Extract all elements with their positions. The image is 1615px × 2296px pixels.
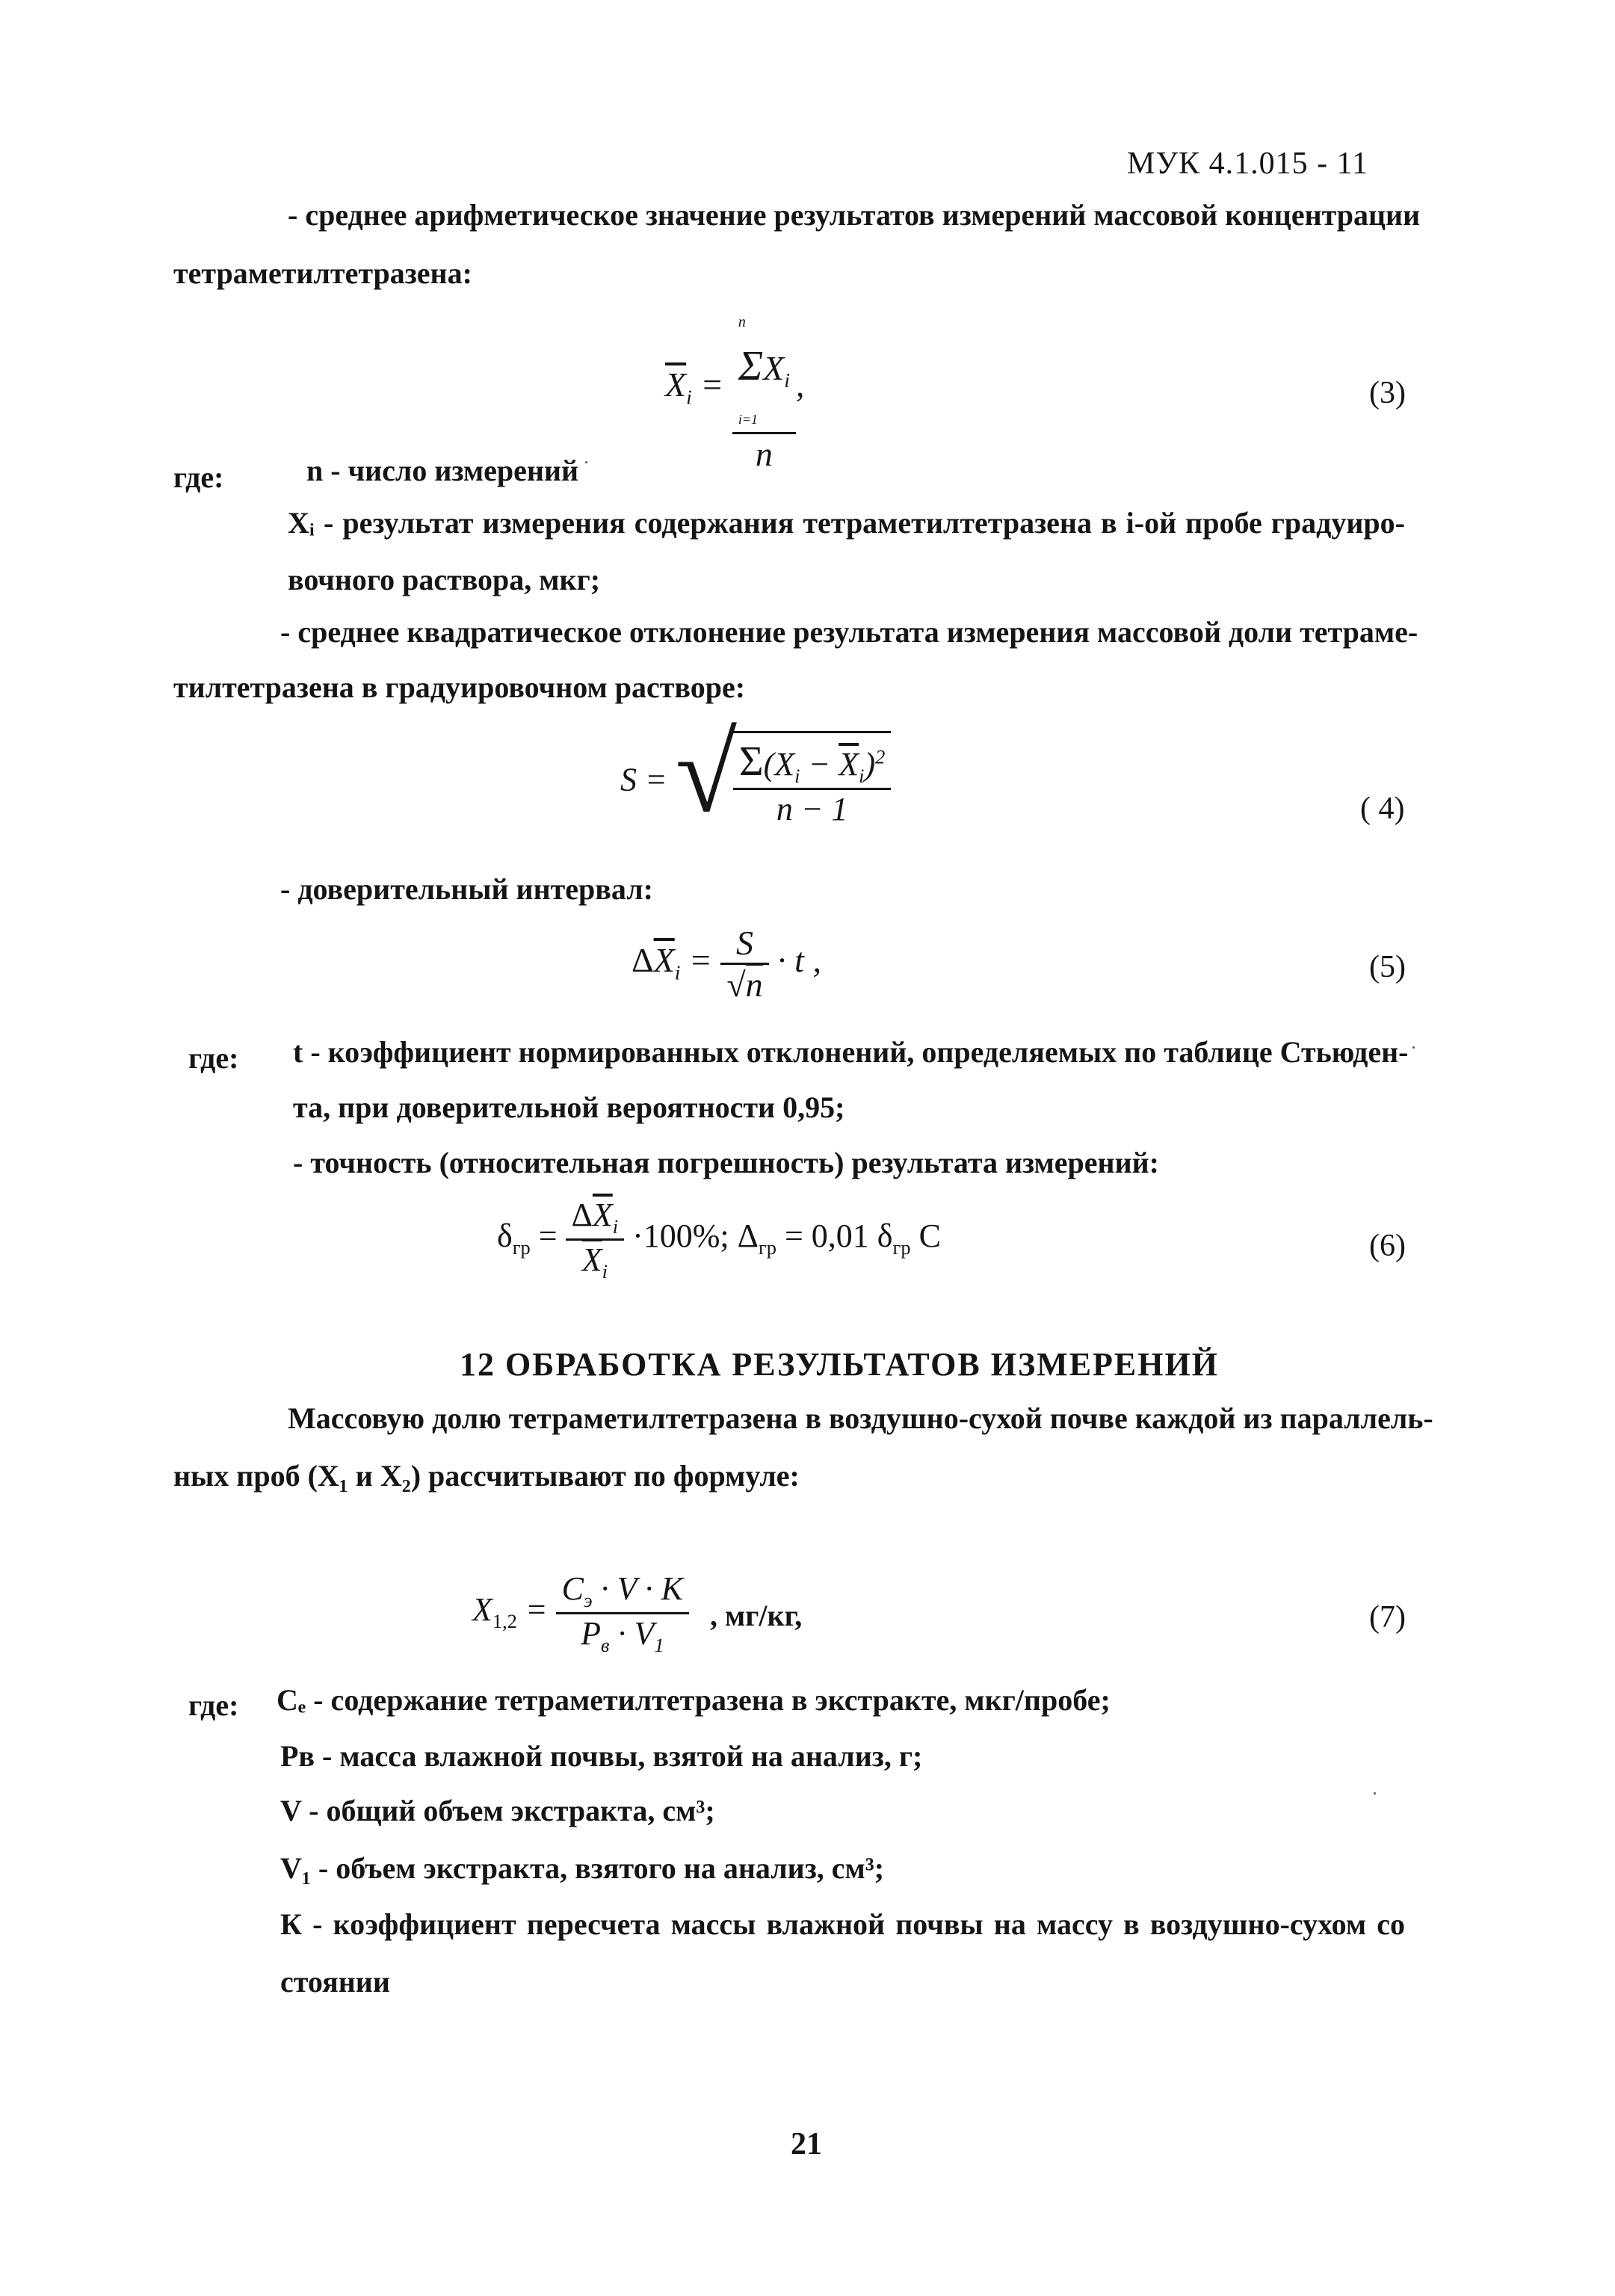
where-t-definition (293, 1035, 1409, 1069)
where-n-definition: n - число измерений (306, 454, 579, 487)
equation-number-6: (6) (1369, 1229, 1406, 1263)
paragraph-mass (288, 1401, 1433, 1435)
paragraph-mean (288, 198, 1421, 232)
scan-speck (585, 461, 587, 463)
where-k-definition (280, 1907, 1405, 1941)
where-xi-line2: вочного раствора, мкг; (288, 563, 601, 596)
where-k-line2: стоянии (280, 1965, 390, 1999)
where-label-2: где: (188, 1041, 239, 1075)
formula-7-unit: , мг/кг, (710, 1599, 803, 1632)
formula-6: $\delta_{гр}$ = $\frac{\Delta\overline{X}_i}{\overline{X}_i}$ ·100%; $\Delta_{гр} = 0,01$ $\delta_{гр}$ C (497, 1197, 941, 1283)
where-xi-line1: Xᵢ - результат измерения содержания тетраметилтетразена в i-ой пробе градуиро- (288, 506, 1405, 540)
where-label-1: где: (173, 460, 224, 494)
formula-7: $X_{1,2}$ = $\frac{C_э \cdot V \cdot K}{P_в \cdot V_1}$ (472, 1570, 689, 1657)
paragraph-mean-line1: - среднее арифметическое значение результатов измерений массовой концентрации (288, 198, 1421, 232)
equation-number-4: ( 4) (1360, 791, 1405, 826)
document-code-header: МУК 4.1.015 - 11 (1126, 146, 1368, 181)
page-number: 21 (791, 2127, 822, 2161)
scan-speck (1374, 1792, 1376, 1794)
paragraph-std-line1: - среднее квадратическое отклонение результата измерения массовой доли тетраме- (280, 615, 1418, 649)
formula-3: $\overline{X}_i$ = $^n$ $\Sigma X_i$ i=1 n , (665, 314, 805, 474)
equation-number-3: (3) (1369, 376, 1406, 410)
where-v1-definition: V₁ - объем экстракта, взятого на анализ, см³; (280, 1851, 885, 1885)
where-xi-definition (288, 508, 1405, 538)
paragraph-accuracy: - точность (относительная погрешность) результата измерений: (293, 1146, 1160, 1179)
formula-5: $\Delta\overline{X}_i$ = $\frac{S}{√n}$ · t , (632, 924, 821, 1004)
paragraph-std-line2: тилтетразена в градуировочном растворе: (173, 670, 746, 704)
paragraph-mean-line2: тетраметилтетразена: (173, 256, 472, 290)
paragraph-mass-line1: Массовую долю тетраметилтетразена в воздушно-сухой почве каждой из параллель- (288, 1401, 1433, 1435)
paragraph-std (280, 615, 1418, 649)
where-ce-definition: Сₑ - содержание тетраметилтетразена в экстракте, мкг/пробе; (277, 1683, 1111, 1717)
where-k-line1: К - коэффициент пересчета массы влажной почвы на массу в воздушно-сухом со (280, 1907, 1405, 1941)
where-pv-definition: Рв - масса влажной почвы, взятой на анализ, г; (280, 1739, 923, 1773)
where-t-line2: та, при доверительной вероятности 0,95; (293, 1090, 845, 1124)
section-heading: 12 ОБРАБОТКА РЕЗУЛЬТАТОВ ИЗМЕРЕНИЙ (460, 1346, 1219, 1383)
paragraph-confidence: - доверительный интервал: (280, 872, 653, 906)
scan-speck (1412, 1046, 1415, 1049)
where-v-definition: V - общий объем экстракта, см³; (280, 1794, 715, 1827)
equation-number-5: (5) (1369, 950, 1406, 984)
where-t-line1: t - коэффициент нормированных отклонений, определяемых по таблице Стьюден- (293, 1035, 1409, 1069)
where-label-3: где: (188, 1688, 239, 1722)
formula-4: S = √ $\frac{\Sigma(X_i - \overline{X}_i)^2}{n - 1}$ (620, 723, 891, 836)
paragraph-mass-line2: ных проб (X₁ и X₂) рассчитывают по формуле: (173, 1459, 800, 1493)
equation-number-7: (7) (1369, 1600, 1406, 1635)
